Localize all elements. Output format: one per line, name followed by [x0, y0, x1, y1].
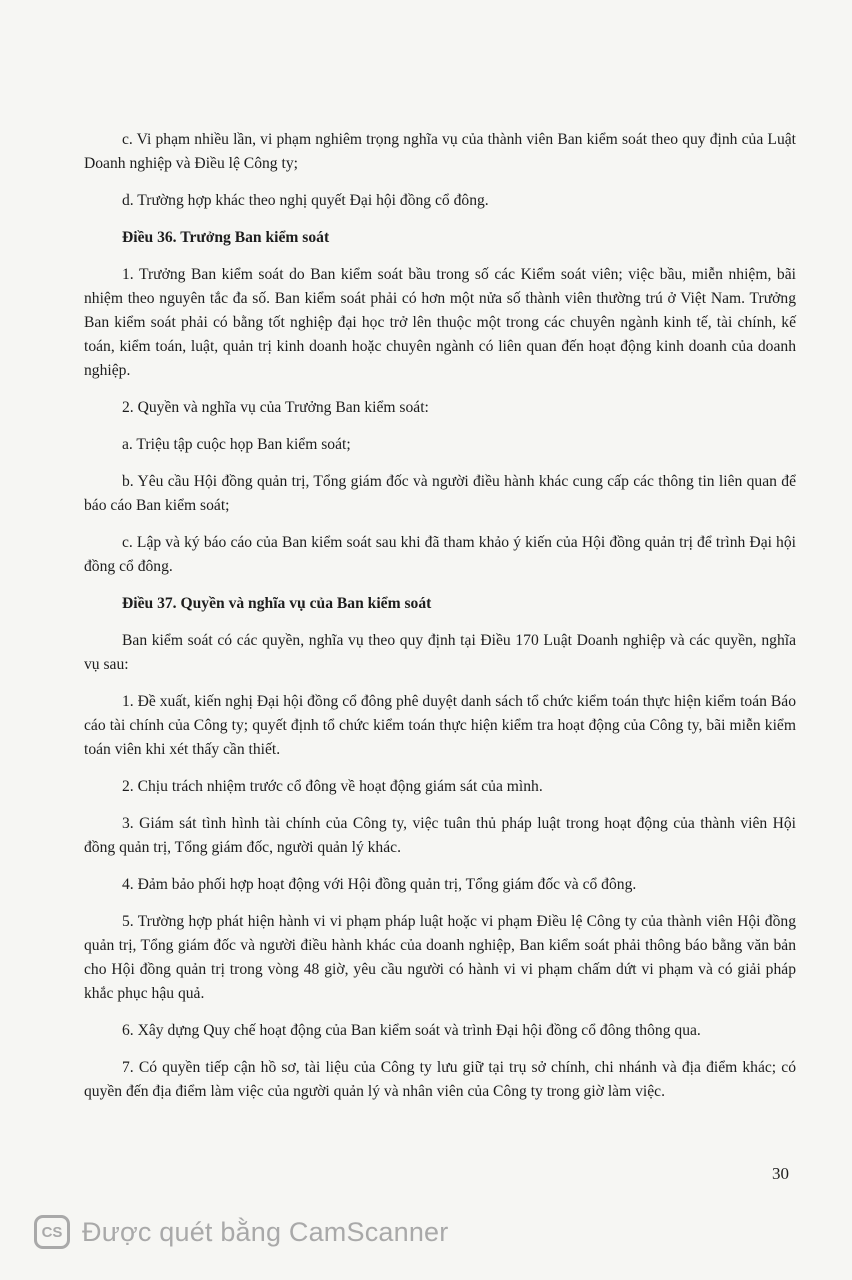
- paragraph: Ban kiểm soát có các quyền, nghĩa vụ theo quy định tại Điều 170 Luật Doanh nghiệp và các quyền, nghĩa vụ sau:: [84, 632, 796, 673]
- paragraph: b. Yêu cầu Hội đồng quản trị, Tổng giám đốc và người điều hành khác cung cấp các thông tin liên quan để báo cáo Ban kiểm soát;: [84, 473, 796, 514]
- paragraph: a. Triệu tập cuộc họp Ban kiểm soát;: [122, 436, 351, 453]
- article-heading: Điều 37. Quyền và nghĩa vụ của Ban kiểm soát: [122, 595, 432, 612]
- camscanner-logo-icon: CS: [34, 1215, 70, 1249]
- paragraph: 6. Xây dựng Quy chế hoạt động của Ban kiểm soát và trình Đại hội đồng cổ đông thông qua.: [122, 1022, 701, 1039]
- paragraph: 2. Quyền và nghĩa vụ của Trưởng Ban kiểm soát:: [122, 399, 429, 416]
- paragraph: d. Trường hợp khác theo nghị quyết Đại hội đồng cổ đông.: [122, 192, 489, 209]
- article-heading: Điều 36. Trưởng Ban kiểm soát: [122, 229, 330, 246]
- paragraph: 1. Trưởng Ban kiểm soát do Ban kiểm soát bầu trong số các Kiểm soát viên; việc bầu, miễn nhiệm, bãi nhiệm theo nguyên tắc đa số. Ban kiểm soát phải có hơn một nửa số thành viên thường trú ở Việt Nam. Trưởng Ban kiểm soát phải có bằng tốt nghiệp đại học trở lên thuộc một trong các chuyên ngành kinh tế, tài chính, kế toán, kiểm toán, luật, quản trị kinh doanh hoặc chuyên ngành có liên quan đến hoạt động kinh doanh của doanh nghiệp.: [84, 266, 796, 379]
- watermark-text: Được quét bằng CamScanner: [82, 1216, 449, 1247]
- paragraph: c. Vi phạm nhiều lần, vi phạm nghiêm trọng nghĩa vụ của thành viên Ban kiểm soát theo quy định của Luật Doanh nghiệp và Điều lệ Công ty;: [84, 131, 796, 172]
- paragraph: c. Lập và ký báo cáo của Ban kiểm soát sau khi đã tham khảo ý kiến của Hội đồng quản trị để trình Đại hội đồng cổ đông.: [84, 534, 796, 575]
- paragraph: 3. Giám sát tình hình tài chính của Công ty, việc tuân thủ pháp luật trong hoạt động của thành viên Hội đồng quản trị, Tổng giám đốc, người quản lý khác.: [84, 815, 796, 856]
- paragraph: 1. Đề xuất, kiến nghị Đại hội đồng cổ đông phê duyệt danh sách tổ chức kiểm toán thực hiện kiểm toán Báo cáo tài chính của Công ty; quyết định tổ chức kiểm toán thực hiện kiểm tra hoạt động của Công ty, bãi miễn kiểm toán viên khi xét thấy cần thiết.: [84, 693, 796, 758]
- paragraph: 4. Đảm bảo phối hợp hoạt động với Hội đồng quản trị, Tổng giám đốc và cổ đông.: [122, 876, 637, 893]
- document-body: [84, 128, 796, 1117]
- paragraph: 7. Có quyền tiếp cận hồ sơ, tài liệu của Công ty lưu giữ tại trụ sở chính, chi nhánh và địa điểm khác; có quyền đến địa điểm làm việc của người quản lý và nhân viên của Công ty trong giờ làm việc.: [84, 1059, 796, 1100]
- paragraph: 2. Chịu trách nhiệm trước cổ đông về hoạt động giám sát của mình.: [122, 778, 543, 795]
- camscanner-watermark: [34, 1212, 448, 1252]
- paragraph: 5. Trường hợp phát hiện hành vi vi phạm pháp luật hoặc vi phạm Điều lệ Công ty của thành viên Hội đồng quản trị, Tổng giám đốc và người điều hành khác của doanh nghiệp, Ban kiểm soát phải thông báo bằng văn bản cho Hội đồng quản trị trong vòng 48 giờ, yêu cầu người có hành vi vi phạm chấm dứt vi phạm và có giải pháp khắc phục hậu quả.: [84, 913, 796, 1002]
- page-number: 30: [772, 1164, 789, 1183]
